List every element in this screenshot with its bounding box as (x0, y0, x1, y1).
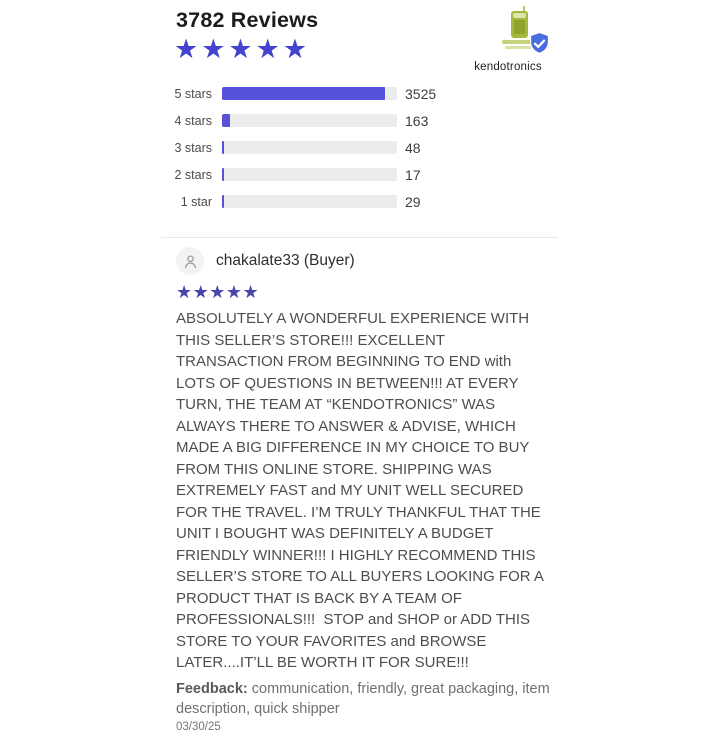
shield-check-icon (527, 31, 552, 56)
section-divider (161, 237, 558, 238)
seller-name: kendotronics (474, 61, 542, 73)
review-header (176, 247, 550, 275)
rating-row (150, 87, 436, 100)
seller-badge[interactable] (458, 6, 558, 73)
person-icon (181, 252, 200, 271)
rating-bar-fill (222, 195, 224, 208)
rating-breakdown (150, 87, 436, 222)
seller-logo (498, 6, 544, 52)
avatar (176, 247, 204, 275)
rating-bar-fill (222, 168, 224, 181)
review-body: ABSOLUTELY A WONDERFUL EXPERIENCE WITH THIS SELLER’S STORE!!! EXCELLENT TRANSACTION FROM BEGINNING TO END with LOTS OF QUESTIONS IN BETWEEN!!! AT EVERY TURN, THE TEAM AT “KENDOTRONICS” WAS ALWAYS THERE TO ANSWER & ADVISE, WHICH MADE A BIG DIFFERENCE IN MY CHOICE TO BUY FROM THIS ONLINE STORE. SHIPPING WAS EXTREMELY FAST and MY UNIT WELL SECURED FOR THE TRAVEL. I’M TRULY THANKFUL THAT THE UNIT I BOUGHT WAS DEFINITELY A BUDGET FRIENDLY WINNER!!! I HIGHLY RECOMMEND THIS SELLER’S STORE TO ALL BUYERS LOOKING FOR A PRODUCT THAT IS BACK BY A TEAM OF PROFESSIONALS!!! STOP and SHOP or ADD THIS STORE TO YOUR FAVORITES and BROWSE LATER....IT’LL BE WORTH IT FOR SURE!!! (176, 310, 548, 671)
rating-bar-fill (222, 114, 230, 127)
rating-bar-track (222, 168, 397, 181)
green-device-icon (511, 11, 528, 38)
rating-row (150, 168, 436, 181)
rating-row-label: 5 stars (174, 86, 212, 101)
rating-bar-fill (222, 141, 224, 154)
rating-row-count: 29 (405, 193, 421, 210)
rating-row (150, 141, 436, 154)
rating-row (150, 114, 436, 127)
review-card (176, 247, 550, 733)
rating-bar-track (222, 114, 397, 127)
review-author[interactable]: chakalate33 (Buyer) (216, 252, 355, 269)
rating-row (150, 195, 436, 208)
rating-bar-track (222, 195, 397, 208)
review-date: 03/30/25 (176, 720, 221, 733)
rating-bar-track (222, 87, 397, 100)
feedback-label: Feedback: (176, 680, 248, 697)
rating-row-label: 3 stars (174, 140, 212, 155)
rating-row-count: 163 (405, 112, 429, 129)
rating-row-count: 17 (405, 166, 421, 183)
page-title: 3782 Reviews (176, 8, 319, 32)
rating-bar-fill (222, 87, 385, 100)
feedback-line (176, 679, 550, 719)
rating-row-label: 4 stars (174, 113, 212, 128)
rating-row-label: 2 stars (174, 167, 212, 182)
rating-row-label: 1 star (180, 194, 212, 209)
rating-row-count: 48 (405, 139, 421, 156)
overall-rating-stars: ★★★★★ (174, 34, 311, 64)
rating-bar-track (222, 141, 397, 154)
review-rating-stars: ★★★★★ (176, 282, 260, 302)
feedback-text: communication, friendly, great packaging, item description, quick shipper (176, 680, 550, 717)
rating-row-count: 3525 (405, 85, 437, 102)
